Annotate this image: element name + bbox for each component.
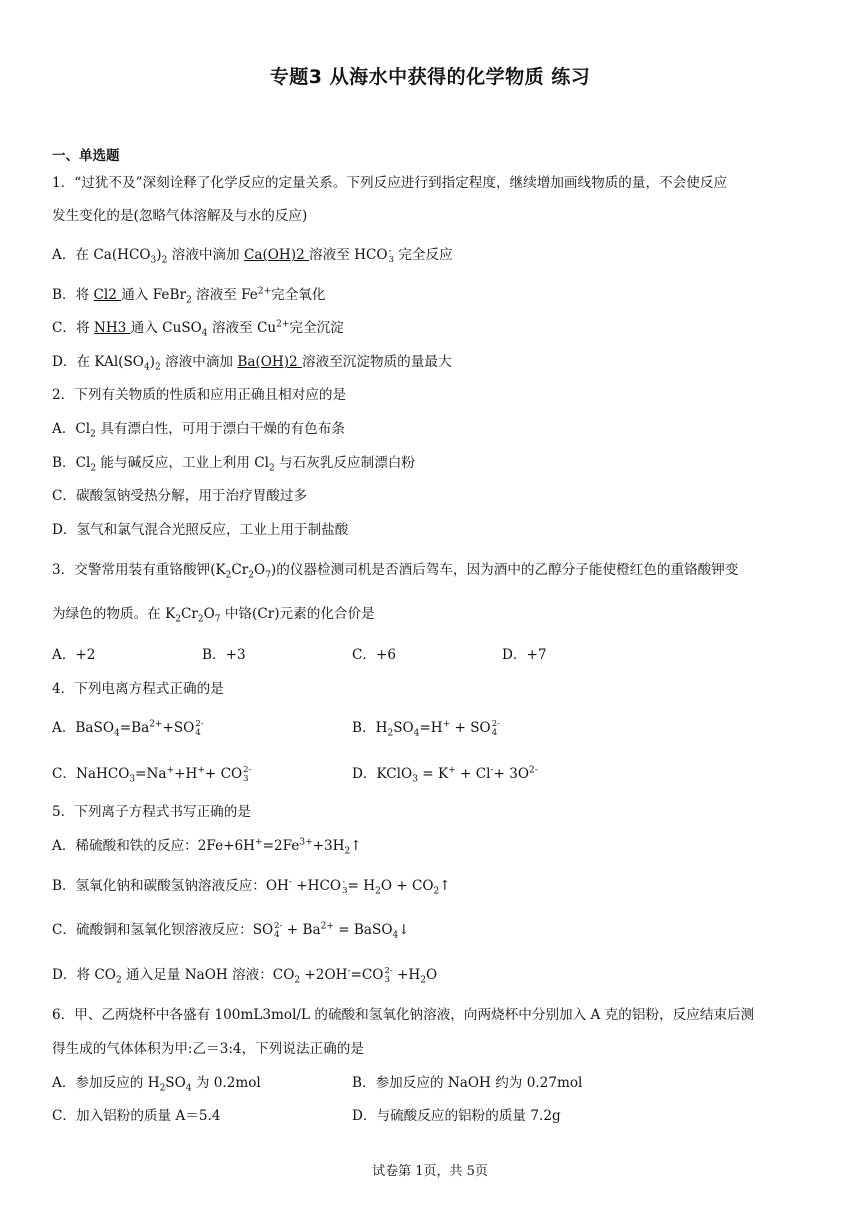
q1-stem-line2: 发生变化的是(忽略气体溶解及与水的反应) xyxy=(52,208,308,224)
page-footer: 试卷第 1页，共 5页 xyxy=(372,1164,488,1179)
q5-option-b: B．氢氧化钠和碳酸氢钠溶液反应：OH- +HCO - 3 = $H_2O$ + $CO_2↑$ xyxy=(52,876,451,897)
q6-option-a: A．参加反应的 $H_2SO_4$ 为 0.2mol xyxy=(52,1075,261,1094)
q4-option-b: B．$H_2SO_4=H^+$ + SO 2- 4 xyxy=(352,718,500,739)
q5-option-c: C．硫酸铜和氢氧化钡溶液反应：SO 2- 4 + $Ba^{2+}$ = BaSO$_4$↓ xyxy=(52,920,410,941)
q1-option-d: D．在 $KAl(SO_4)_2$ 溶液中滴加 Ba(OH)2 溶液至沉淀物质的量最大 xyxy=(52,354,452,373)
q4-stem: 4．下列电离方程式正确的是 xyxy=(52,681,224,697)
q6-option-c: C．加入铝粉的质量 A＝5.4 xyxy=(52,1108,221,1124)
q3-stem-line2: 为绿色的物质。在 $K_2Cr_2O_7$ 中铬(Cr)元素的化合价是 xyxy=(52,606,375,625)
q4-option-a: A．$BaSO_4=Ba^{2+}+SO$ 2- 4 xyxy=(52,718,204,739)
q5-stem: 5．下列离子方程式书写正确的是 xyxy=(52,804,251,820)
q4-option-c: C．NaHCO$_3$=Na++H++ CO 2- 3 xyxy=(52,764,252,785)
q3-option-b: B．+3 xyxy=(202,647,246,663)
q2-stem: 2．下列有关物质的性质和应用正确且相对应的是 xyxy=(52,387,347,403)
q5-option-d: D．将 $CO_2$ 通入足量 NaOH 溶液：$CO_2 +2OH^-=CO$ 2- 3 $+H_2O$ xyxy=(52,965,438,986)
q1-stem-line1: 1．“过犹不及”深刻诠释了化学反应的定量关系。下列反应进行到指定程度，继续增加画线物质的量，不会使反应 xyxy=(52,175,728,191)
q3-stem-line1: 3．交警常用装有重铬酸钾$(K_2Cr_2O_7)$的仪器检测司机是否酒后驾车，因为酒中的乙醇分子能使橙红色的重铬酸钾变 xyxy=(52,562,739,581)
q1-option-a: A．在 $Ca(HCO_3)_2$ 溶液中滴加 Ca(OH)2 溶液至 HCO - 3 完全反应 xyxy=(52,245,453,266)
section-heading: 一、单选题 xyxy=(52,148,120,164)
q4-option-d: D．KClO$_3$ = $K^+ + Cl^-+ 3O^{2-}$ xyxy=(352,765,538,785)
q3-option-d: D．+7 xyxy=(502,647,547,663)
q3-option-a: A．+2 xyxy=(52,647,96,663)
q6-stem-line1: 6．甲、乙两烧杯中各盛有 100mL3mol/L 的硫酸和氢氧化钠溶液，向两烧杯中分别加入 A 克的铝粉，反应结束后测 xyxy=(52,1007,755,1023)
q2-option-d: D．氢气和氯气混合光照反应，工业上用于制盐酸 xyxy=(52,522,349,538)
q5-option-a: A．稀硫酸和铁的反应：$2Fe+6H^+=2Fe^{3+}+3H_2↑$ xyxy=(52,837,362,857)
q2-option-b: B．$Cl_2$ 能与碱反应，工业上利用 $Cl_2$ 与石灰乳反应制漂白粉 xyxy=(52,455,415,474)
q3-option-c: C．+6 xyxy=(352,647,397,663)
q2-option-c: C．碳酸氢钠受热分解，用于治疗胃酸过多 xyxy=(52,488,308,504)
q1-option-c: C．将 NH3 通入 CuSO$_4$ 溶液至 $Cu^{2+}$完全沉淀 xyxy=(52,319,344,339)
page-title: 专题3 从海水中获得的化学物质 练习 xyxy=(269,66,591,88)
q2-option-a: A．$Cl_2$ 具有漂白性，可用于漂白干燥的有色布条 xyxy=(52,421,345,440)
q6-option-b: B．参加反应的 NaOH 约为 0.27mol xyxy=(352,1075,583,1091)
q6-option-d: D．与硫酸反应的铝粉的质量 7.2g xyxy=(352,1108,561,1124)
q1-option-b: B．将 Cl2 通入 FeBr$_2$ 溶液至 $Fe^{2+}$完全氧化 xyxy=(52,286,326,306)
q6-stem-line2: 得生成的气体体积为甲:乙＝3:4，下列说法正确的是 xyxy=(52,1041,364,1057)
